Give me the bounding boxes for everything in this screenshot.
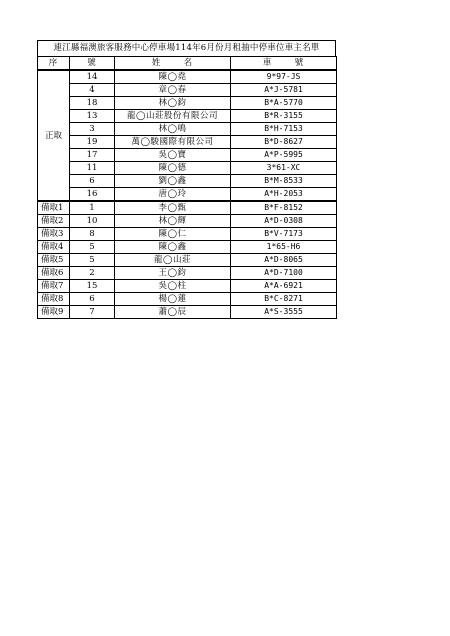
table-header-row — [38, 57, 337, 71]
backup-rank-cell: 備取3 — [38, 228, 70, 241]
winner-table-body — [38, 57, 337, 319]
table-row — [38, 188, 337, 202]
plate-number-cell: 3*61-XC — [231, 162, 337, 175]
owner-name-cell: 章◯春 — [115, 84, 231, 97]
header-plate-cell — [231, 57, 337, 71]
header-name-cell — [115, 57, 231, 71]
owner-name-cell: 唐◯玲 — [115, 188, 231, 202]
plate-number-cell: A*J-5781 — [231, 84, 337, 97]
plate-number-cell: A*S-3555 — [231, 306, 337, 319]
draw-number-cell: 5 — [70, 254, 115, 267]
table-row — [38, 97, 337, 110]
header-num-text: 號 — [87, 58, 97, 68]
draw-number-cell: 10 — [70, 215, 115, 228]
backup-rank-cell: 備取7 — [38, 280, 70, 293]
table-row — [38, 110, 337, 123]
header-seq-text: 序 — [48, 58, 59, 68]
owner-name-cell: 陳◯仁 — [115, 228, 231, 241]
plate-number-cell: A*D-8065 — [231, 254, 337, 267]
backup-rank-cell: 備取2 — [38, 215, 70, 228]
table-row — [38, 241, 337, 254]
table-row — [38, 306, 337, 319]
table-row — [38, 280, 337, 293]
plate-number-cell: B*M-8533 — [231, 175, 337, 188]
table-row — [38, 175, 337, 188]
table-row — [38, 70, 337, 84]
owner-name-cell: 陳◯堯 — [115, 70, 231, 84]
plate-number-cell: A*A-6921 — [231, 280, 337, 293]
header-plate-text-1: 車 — [262, 58, 273, 68]
table-row — [38, 201, 337, 215]
plate-number-cell: 1*65-H6 — [231, 241, 337, 254]
draw-number-cell: 15 — [70, 280, 115, 293]
plate-number-cell: A*H-2053 — [231, 188, 337, 202]
owner-name-cell: 陳◯鑫 — [115, 241, 231, 254]
owner-name-cell: 吳◯寶 — [115, 149, 231, 162]
table-row — [38, 254, 337, 267]
draw-number-cell: 13 — [70, 110, 115, 123]
winner-table — [37, 56, 337, 319]
owner-name-cell: 陳◯德 — [115, 162, 231, 175]
draw-number-cell: 2 — [70, 267, 115, 280]
backup-rank-cell: 備取6 — [38, 267, 70, 280]
table-row — [38, 136, 337, 149]
backup-rank-cell: 備取1 — [38, 201, 70, 215]
plate-number-cell: A*P-5995 — [231, 149, 337, 162]
draw-number-cell: 6 — [70, 293, 115, 306]
draw-number-cell: 16 — [70, 188, 115, 202]
owner-name-cell: 李◯甄 — [115, 201, 231, 215]
draw-number-cell: 14 — [70, 70, 115, 84]
plate-number-cell: B*R-3155 — [231, 110, 337, 123]
draw-number-cell: 11 — [70, 162, 115, 175]
plate-number-cell: B*V-7173 — [231, 228, 337, 241]
draw-number-cell: 4 — [70, 84, 115, 97]
table-row — [38, 162, 337, 175]
owner-name-cell: 林◯輝 — [115, 215, 231, 228]
header-plate-text-2: 號 — [294, 58, 305, 68]
owner-name-cell: 林◯鳴 — [115, 123, 231, 136]
table-row — [38, 123, 337, 136]
plate-number-cell: B*A-5770 — [231, 97, 337, 110]
draw-number-cell: 17 — [70, 149, 115, 162]
owner-name-cell: 林◯鈞 — [115, 97, 231, 110]
table-row — [38, 149, 337, 162]
winner-list-sheet — [37, 40, 336, 319]
header-name-text-1: 姓 — [151, 58, 162, 68]
table-row — [38, 84, 337, 97]
header-seq-cell — [38, 57, 70, 71]
header-name-text-2: 名 — [183, 58, 194, 68]
draw-number-cell: 6 — [70, 175, 115, 188]
plate-number-cell: B*C-8271 — [231, 293, 337, 306]
header-num-cell — [70, 57, 115, 71]
plate-number-cell: B*F-8152 — [231, 201, 337, 215]
plate-number-cell: B*H-7153 — [231, 123, 337, 136]
owner-name-cell: 王◯鈞 — [115, 267, 231, 280]
plate-number-cell: B*D-8627 — [231, 136, 337, 149]
draw-number-cell: 18 — [70, 97, 115, 110]
owner-name-cell: 吳◯柱 — [115, 280, 231, 293]
plate-number-cell: 9*97-JS — [231, 70, 337, 84]
owner-name-cell: 楊◯蓮 — [115, 293, 231, 306]
document-title: 連江縣福澳旅客服務中心停車場114年6月份月租抽中停車位車主名單 — [37, 40, 336, 56]
draw-number-cell: 3 — [70, 123, 115, 136]
draw-number-cell: 7 — [70, 306, 115, 319]
plate-number-cell: A*D-0308 — [231, 215, 337, 228]
backup-rank-cell: 備取9 — [38, 306, 70, 319]
owner-name-cell: 劉◯鑫 — [115, 175, 231, 188]
table-row — [38, 293, 337, 306]
draw-number-cell: 19 — [70, 136, 115, 149]
backup-rank-cell: 備取8 — [38, 293, 70, 306]
table-row — [38, 228, 337, 241]
owner-name-cell: 龍◯山莊 — [115, 254, 231, 267]
main-group-label: 正取 — [38, 70, 70, 201]
draw-number-cell: 1 — [70, 201, 115, 215]
owner-name-cell: 蕭◯辰 — [115, 306, 231, 319]
backup-rank-cell: 備取5 — [38, 254, 70, 267]
plate-number-cell: A*D-7100 — [231, 267, 337, 280]
draw-number-cell: 5 — [70, 241, 115, 254]
owner-name-cell: 萬◯駿國際有限公司 — [115, 136, 231, 149]
owner-name-cell: 龍◯山莊股份有限公司 — [115, 110, 231, 123]
backup-rank-cell: 備取4 — [38, 241, 70, 254]
table-row — [38, 215, 337, 228]
draw-number-cell: 8 — [70, 228, 115, 241]
table-row — [38, 267, 337, 280]
